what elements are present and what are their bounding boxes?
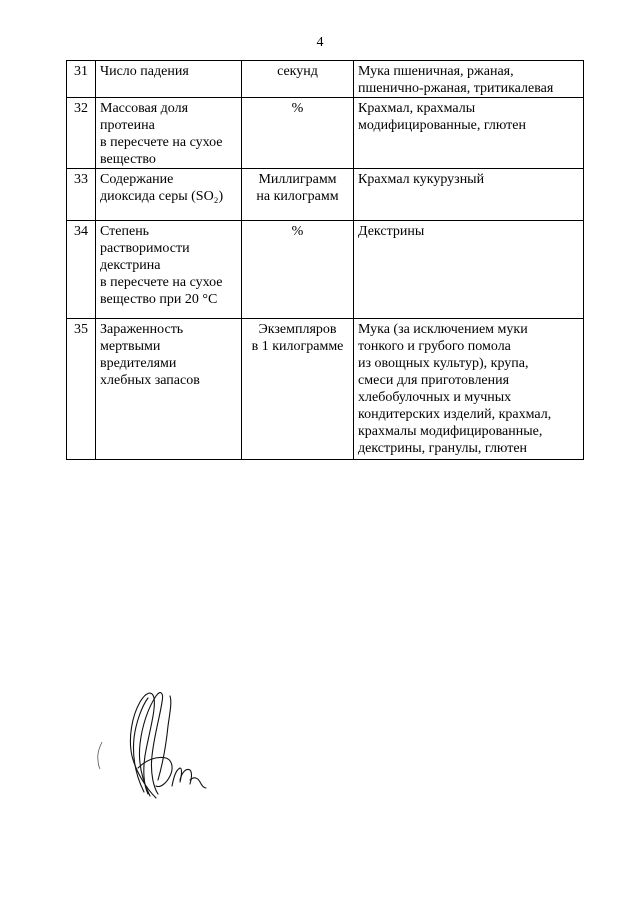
unit-cell: Экземпляров в 1 килограмме (242, 319, 354, 460)
handwritten-signature (86, 676, 216, 806)
table-row (67, 98, 584, 169)
indicator-cell: Массовая доля протеина в пересчете на сухое вещество (96, 98, 242, 169)
products-cell: Декстрины (354, 221, 584, 319)
indicator-cell: Число падения (96, 61, 242, 98)
row-number: 31 (67, 61, 96, 98)
unit-cell: Миллиграмм на килограмм (242, 169, 354, 221)
products-cell: Мука (за исключением муки тонкого и грубого помола из овощных культур), крупа, смеси для приготовления хлебобулочных и мучных кондитерских изделий, крахмал, крахмалы модифицированные, декстрины, гранулы, глютен (354, 319, 584, 460)
unit-cell: % (242, 221, 354, 319)
page-number: 4 (316, 35, 324, 50)
table-row (67, 221, 584, 319)
unit-cell: % (242, 98, 354, 169)
table-row (67, 169, 584, 221)
row-number: 32 (67, 98, 96, 169)
requirements-table (66, 60, 584, 460)
row-number: 33 (67, 169, 96, 221)
row-number: 34 (67, 221, 96, 319)
indicator-cell: Зараженность мертвыми вредителями хлебных запасов (96, 319, 242, 460)
indicator-cell: Содержание диоксида серы (SO₂) (96, 169, 242, 221)
row-number: 35 (67, 319, 96, 460)
indicator-cell: Степень растворимости декстрина в пересчете на сухое вещество при 20 °С (96, 221, 242, 319)
products-cell: Крахмал, крахмалы модифицированные, глютен (354, 98, 584, 169)
table-row (67, 319, 584, 460)
unit-cell: секунд (242, 61, 354, 98)
products-cell: Крахмал кукурузный (354, 169, 584, 221)
products-cell: Мука пшеничная, ржаная, пшенично-ржаная, тритикалевая (354, 61, 584, 98)
table-row (67, 61, 584, 98)
